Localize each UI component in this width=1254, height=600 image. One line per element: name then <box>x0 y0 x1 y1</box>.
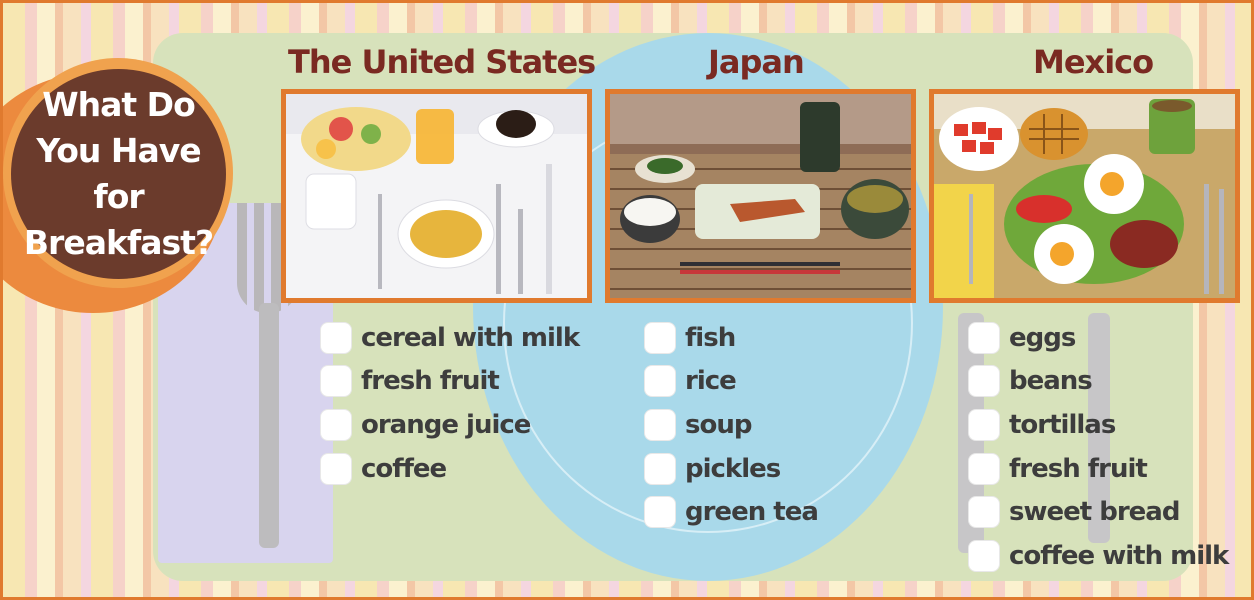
list-item <box>645 360 818 404</box>
list-item <box>645 316 818 360</box>
title-badge-inner <box>11 69 226 279</box>
item-label: orange juice <box>361 409 531 440</box>
item-label: green tea <box>685 497 818 528</box>
fork-icon <box>255 203 281 548</box>
list-item <box>969 316 1228 360</box>
checkbox[interactable] <box>321 454 351 484</box>
list-item <box>969 490 1228 534</box>
item-label: fresh fruit <box>361 366 499 397</box>
item-label: sweet bread <box>1009 497 1180 528</box>
checklist-us <box>321 316 579 490</box>
checkbox[interactable] <box>969 454 999 484</box>
list-item <box>969 534 1228 578</box>
checkbox[interactable] <box>645 410 675 440</box>
list-item <box>969 360 1228 404</box>
checklist-japan <box>645 316 818 534</box>
list-item <box>321 316 579 360</box>
japanese-breakfast-photo <box>605 89 916 303</box>
list-item <box>321 403 579 447</box>
item-label: beans <box>1009 366 1092 397</box>
item-label: rice <box>685 366 736 397</box>
checkbox[interactable] <box>645 454 675 484</box>
item-label: fresh fruit <box>1009 453 1147 484</box>
item-label: coffee <box>361 453 447 484</box>
checkbox[interactable] <box>645 323 675 353</box>
list-item <box>645 403 818 447</box>
checkbox[interactable] <box>969 410 999 440</box>
american-breakfast-photo <box>281 89 592 303</box>
item-label: soup <box>685 409 752 440</box>
country-heading-japan: Japan <box>708 43 804 81</box>
checkbox[interactable] <box>969 366 999 396</box>
checkbox[interactable] <box>969 323 999 353</box>
mexican-breakfast-photo <box>929 89 1240 303</box>
checkbox[interactable] <box>645 366 675 396</box>
item-label: tortillas <box>1009 409 1116 440</box>
item-label: pickles <box>685 453 781 484</box>
item-label: fish <box>685 322 736 353</box>
item-label: eggs <box>1009 322 1076 353</box>
list-item <box>321 360 579 404</box>
country-heading-mexico: Mexico <box>1033 43 1154 81</box>
checkbox[interactable] <box>645 497 675 527</box>
page-title: What Do You Have for Breakfast? <box>23 85 214 262</box>
country-heading-us: The United States <box>288 43 596 81</box>
list-item <box>321 447 579 491</box>
checkbox[interactable] <box>969 541 999 571</box>
item-label: coffee with milk <box>1009 540 1229 571</box>
item-label: cereal with milk <box>361 322 580 353</box>
checkbox[interactable] <box>321 323 351 353</box>
list-item <box>645 447 818 491</box>
checkbox[interactable] <box>321 410 351 440</box>
list-item <box>969 447 1228 491</box>
checklist-mexico <box>969 316 1228 578</box>
list-item <box>969 403 1228 447</box>
checkbox[interactable] <box>321 366 351 396</box>
list-item <box>645 490 818 534</box>
checkbox[interactable] <box>969 497 999 527</box>
